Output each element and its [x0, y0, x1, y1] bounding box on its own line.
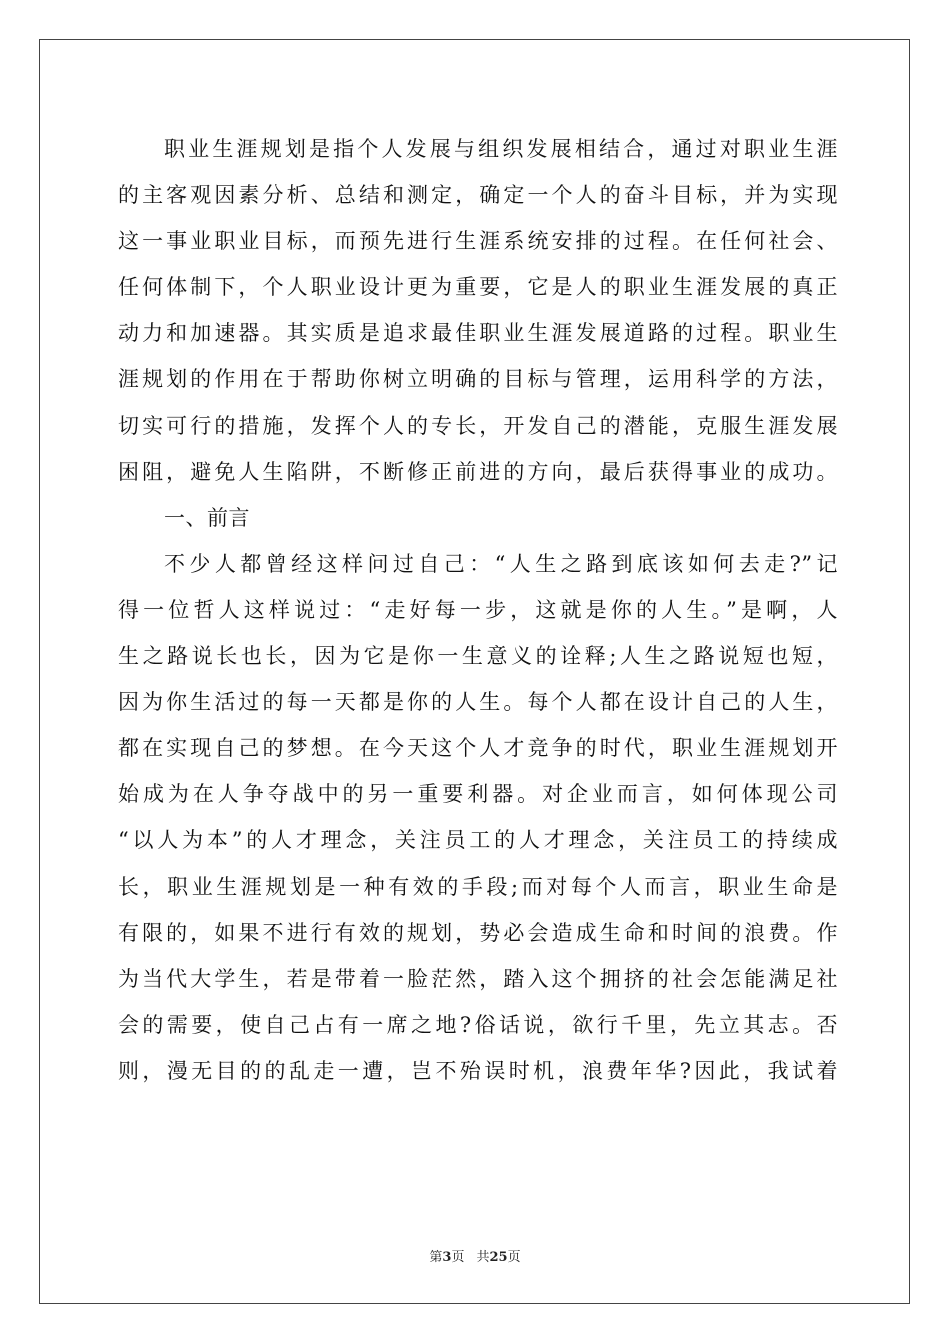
section-heading: 一、前言	[164, 505, 250, 530]
paragraph-2-line: 不少人都曾经这样问过自己：“人生之路到底该如何去走?”记	[164, 551, 838, 576]
paragraph-2-line: 始成为在人争夺战中的另一重要利器。对企业而言，如何体现公司	[118, 782, 838, 807]
paragraph-1-line: 切实可行的措施，发挥个人的专长，开发自己的潜能，克服生涯发展	[118, 413, 838, 438]
paragraph-2-line: 为当代大学生，若是带着一脸茫然，踏入这个拥挤的社会怎能满足社	[118, 966, 838, 991]
paragraph-1-line: 任何体制下，个人职业设计更为重要，它是人的职业生涯发展的真正	[118, 275, 838, 300]
paragraph-2-line: 得一位哲人这样说过：“走好每一步，这就是你的人生。”是啊，人	[118, 597, 838, 622]
paragraph-1-line: 职业生涯规划是指个人发展与组织发展相结合，通过对职业生涯	[164, 137, 838, 161]
document-body	[118, 126, 838, 1094]
paragraph-1-line: 的主客观因素分析、总结和测定，确定一个人的奋斗目标，并为实现	[118, 183, 838, 208]
page-label-prefix: 第	[429, 1250, 443, 1265]
total-label-prefix: 共	[476, 1250, 490, 1265]
paragraph-1-line: 动力和加速器。其实质是追求最佳职业生涯发展道路的过程。职业生	[118, 321, 838, 346]
paragraph-2-line: 生之路说长也长，因为它是你一生意义的诠释;人生之路说短也短，	[118, 644, 838, 669]
current-page-number: 3	[442, 1250, 452, 1265]
paragraph-1-line: 困阻，避免人生陷阱，不断修正前进的方向，最后获得事业的成功。	[118, 459, 838, 484]
page-footer	[0, 1246, 950, 1265]
paragraph-2-line: 因为你生活过的每一天都是你的人生。每个人都在设计自己的人生，	[118, 690, 838, 715]
total-page-count: 25	[489, 1250, 508, 1265]
page-label-suffix: 页	[451, 1250, 465, 1265]
paragraph-2-line: 都在实现自己的梦想。在今天这个人才竞争的时代，职业生涯规划开	[118, 736, 838, 761]
total-label-suffix: 页	[507, 1250, 521, 1265]
paragraph-2-line: “以人为本”的人才理念，关注员工的人才理念，关注员工的持续成	[118, 828, 838, 853]
paragraph-2-line: 会的需要，使自己占有一席之地?俗话说，欲行千里，先立其志。否	[118, 1012, 838, 1037]
paragraph-1-line: 涯规划的作用在于帮助你树立明确的目标与管理，运用科学的方法，	[118, 367, 838, 392]
paragraph-2-line: 则，漫无目的的乱走一遭，岂不殆误时机，浪费年华?因此，我试着	[118, 1058, 838, 1083]
paragraph-2-line: 有限的，如果不进行有效的规划，势必会造成生命和时间的浪费。作	[118, 920, 838, 945]
paragraph-1-line: 这一事业职业目标，而预先进行生涯系统安排的过程。在任何社会、	[118, 229, 838, 254]
paragraph-2-line: 长，职业生涯规划是一种有效的手段;而对每个人而言，职业生命是	[118, 874, 838, 899]
